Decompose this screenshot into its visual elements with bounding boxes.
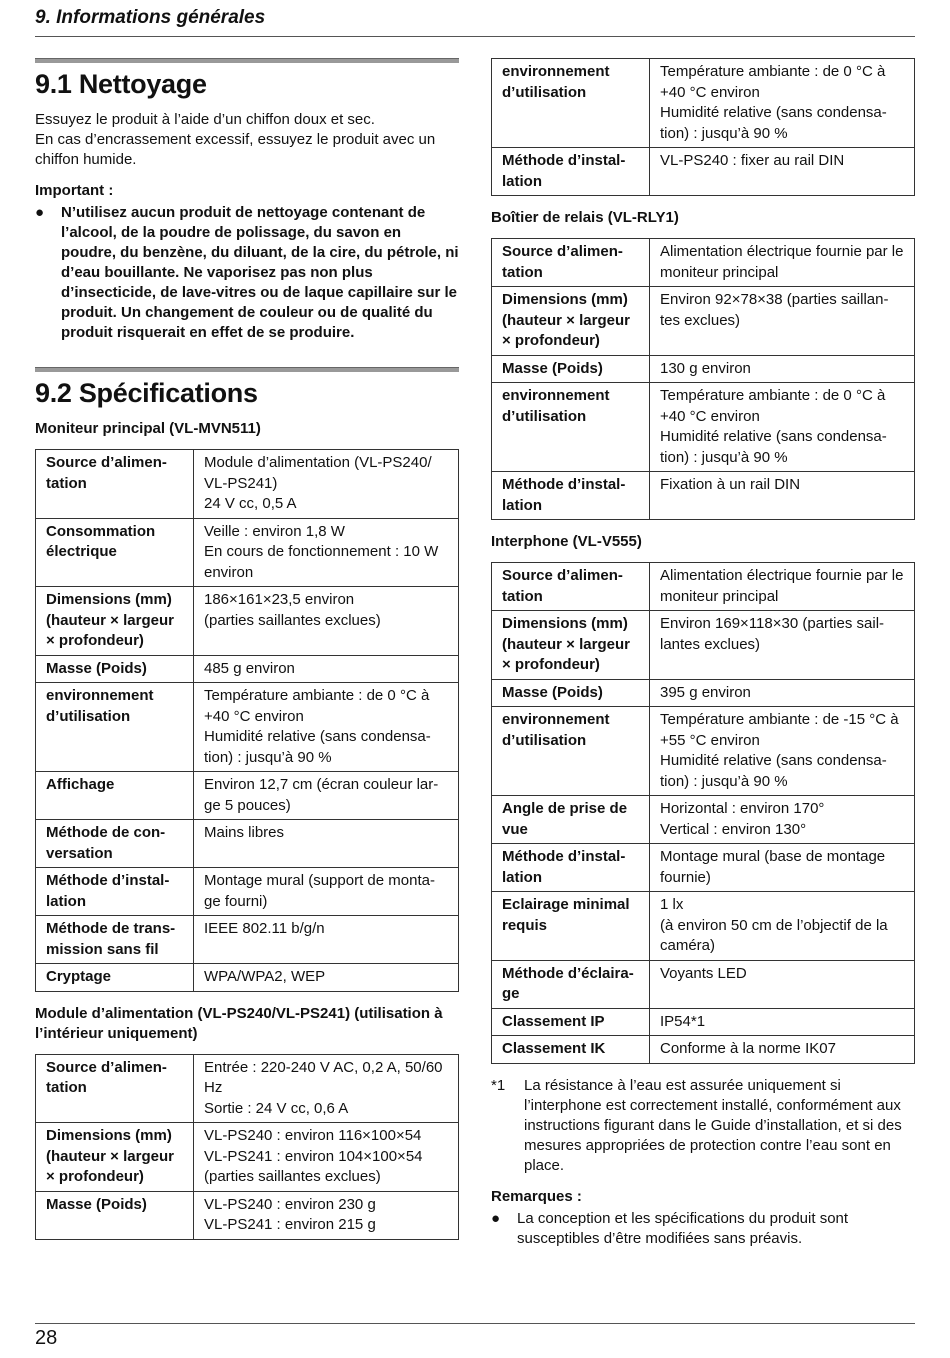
spec-value — [194, 964, 459, 992]
monitor-heading: Moniteur principal (VL-MVN511) — [35, 420, 261, 437]
spec-value-line: Humidité relative (sans condensa-tion) : jusqu’à 90 % — [204, 728, 431, 766]
spec-value-line: Température ambiante : de 0 °C à +40 °C environ — [204, 687, 430, 725]
remarks-bullet — [491, 1209, 915, 1249]
left-column — [35, 58, 459, 1240]
spec-key: Source d’alimen-tation — [492, 563, 650, 611]
spec-value-line: Alimentation électrique fournie par le moniteur principal — [660, 243, 904, 281]
spec-key: environnement d’utilisation — [36, 683, 194, 772]
spec-value-line: Environ 12,7 cm (écran couleur lar-ge 5 pouces) — [204, 776, 439, 814]
spec-value-line: VL-PS241 : environ 104×100×54 — [204, 1147, 423, 1165]
spec-value — [650, 611, 915, 680]
power-module-spec-table — [35, 1054, 459, 1240]
spec-value — [650, 960, 915, 1008]
specs-title: 9.2 Spécifications — [35, 378, 258, 408]
relay-spec-table — [491, 238, 915, 520]
spec-value — [650, 796, 915, 844]
spec-value-line: Conforme à la norme IK07 — [660, 1040, 836, 1057]
spec-key: Source d’alimen-tation — [492, 239, 650, 287]
spec-value-line: Humidité relative (sans condensa-tion) : jusqu’à 90 % — [660, 104, 887, 142]
spec-row — [36, 683, 459, 772]
spec-value-line: IP54*1 — [660, 1012, 706, 1030]
spec-row — [492, 148, 915, 196]
spec-key: Eclairage minimal requis — [492, 892, 650, 961]
spec-key: Méthode d’instal-lation — [36, 868, 194, 916]
spec-value-line: VL-PS241 : environ 215 g — [204, 1216, 376, 1233]
spec-value — [650, 844, 915, 892]
spec-value — [650, 355, 915, 383]
spec-value — [650, 563, 915, 611]
spec-row — [492, 960, 915, 1008]
spec-value-line: 186×161×23,5 environ — [204, 591, 355, 608]
spec-value-line: Horizontal : environ 170° — [660, 800, 825, 817]
spec-value-line: IEEE 802.11 b/g/n — [204, 920, 325, 937]
spec-row — [492, 707, 915, 796]
spec-value-line: Entrée : 220-240 V AC, 0,2 A, 50/60 Hz — [204, 1058, 443, 1096]
spec-value — [650, 148, 915, 196]
section-rule — [35, 367, 459, 372]
spec-key: Masse (Poids) — [36, 1191, 194, 1239]
spec-value-line: WPA/WPA2, WEP — [204, 968, 326, 985]
spec-value-line: Montage mural (support de monta-ge fourni) — [204, 872, 435, 910]
spec-key: environnement d’utilisation — [492, 707, 650, 796]
footer-divider — [35, 1323, 915, 1324]
power-module-spec-table-continued — [491, 58, 915, 196]
spec-value — [194, 772, 459, 820]
spec-value-line: 395 g environ — [660, 683, 751, 701]
spec-row — [492, 355, 915, 383]
spec-row — [492, 844, 915, 892]
spec-value-line: (parties saillantes exclues) — [204, 611, 381, 629]
spec-value — [650, 472, 915, 520]
spec-row — [492, 472, 915, 520]
spec-value — [650, 1008, 915, 1036]
spec-row — [36, 820, 459, 868]
spec-key: Méthode d’éclaira-ge — [492, 960, 650, 1008]
spec-row — [36, 868, 459, 916]
spec-value-line: Température ambiante : de 0 °C à +40 °C environ — [660, 387, 886, 425]
spec-value — [650, 239, 915, 287]
spec-key: environnement d’utilisation — [492, 383, 650, 472]
spec-row — [36, 1123, 459, 1192]
spec-row — [492, 1008, 915, 1036]
spec-value — [194, 868, 459, 916]
spec-value — [650, 59, 915, 148]
spec-value — [650, 892, 915, 961]
spec-value — [194, 518, 459, 587]
footnote-mark: *1 — [491, 1076, 506, 1094]
monitor-spec-table — [35, 449, 459, 992]
spec-value-line: Veille : environ 1,8 W — [204, 522, 345, 540]
spec-key: Méthode d’instal-lation — [492, 844, 650, 892]
cleaning-line-1: Essuyez le produit à l’aide d’un chiffon doux et sec. — [35, 111, 375, 128]
spec-key: Cryptage — [36, 964, 194, 992]
spec-row — [492, 1036, 915, 1064]
spec-value-line: Température ambiante : de 0 °C à +40 °C environ — [660, 63, 886, 101]
spec-value-line: Environ 92×78×38 (parties saillan-tes exclues) — [660, 291, 889, 329]
spec-key: Consommation électrique — [36, 518, 194, 587]
spec-row — [492, 239, 915, 287]
intercom-heading: Interphone (VL-V555) — [491, 533, 642, 550]
spec-value — [650, 679, 915, 707]
spec-value — [194, 655, 459, 683]
spec-row — [492, 796, 915, 844]
power-module-heading: Module d’alimentation (VL-PS240/VL-PS241) (utilisation à l’intérieur uniquement) — [35, 1004, 443, 1042]
spec-value-line: Température ambiante : de -15 °C à +55 °C environ — [660, 711, 899, 749]
spec-key: Masse (Poids) — [36, 655, 194, 683]
intercom-spec-table — [491, 562, 915, 1064]
remarks-text: La conception et les spécifications du produit sont susceptibles d’être modifiées sans préavis. — [517, 1209, 849, 1247]
spec-value — [650, 383, 915, 472]
spec-key: Classement IP — [492, 1008, 650, 1036]
important-bullet — [35, 203, 459, 343]
spec-value-line: 130 g environ — [660, 359, 751, 377]
spec-row — [492, 892, 915, 961]
spec-key: Angle de prise de vue — [492, 796, 650, 844]
spec-key: Méthode de trans-mission sans fil — [36, 916, 194, 964]
remarks-label: Remarques : — [491, 1187, 582, 1205]
spec-value-line: Montage mural (base de montage fournie) — [660, 848, 886, 886]
spec-key: Source d’alimen-tation — [36, 450, 194, 519]
spec-row — [36, 772, 459, 820]
spec-value — [194, 916, 459, 964]
important-text: N’utilisez aucun produit de nettoyage contenant de l’alcool, de la poudre de polissage, du savon en poudre, du benzène, du diluant, de la cire, du pétrole, ni d’eau bouillante. Ne vaporisez pas non plus d’insecticide, de lave-vitres ou de laque capillaire sur le produit. Un changement de couleur ou de qualité du produit risquerait en effet de se produire. — [61, 204, 459, 341]
spec-value — [650, 287, 915, 356]
spec-value-line: VL-PS240 : environ 116×100×54 — [204, 1127, 422, 1144]
spec-value-line: 1 lx — [660, 896, 684, 913]
spec-row — [492, 287, 915, 356]
spec-row — [492, 563, 915, 611]
spec-value — [194, 1123, 459, 1192]
spec-value — [650, 707, 915, 796]
spec-value-line: Module d’alimentation (VL-PS240/ VL-PS241) — [204, 454, 432, 492]
spec-value — [650, 1036, 915, 1064]
spec-key: Dimensions (mm) (hauteur × largeur × profondeur) — [36, 587, 194, 656]
bullet-icon: ● — [491, 1209, 501, 1227]
spec-value — [194, 1054, 459, 1123]
spec-value — [194, 683, 459, 772]
footnote-text: La résistance à l’eau est assurée uniquement si l’interphone est correctement installé, conformément aux instructions figurant dans le Guide d’installation, et si des mesures appropriées de protection contre l’eau sont en place. — [524, 1076, 902, 1174]
spec-value-line: Sortie : 24 V cc, 0,6 A — [204, 1099, 349, 1117]
section-header: 9. Informations générales — [35, 7, 266, 28]
spec-value — [194, 820, 459, 868]
spec-value — [194, 1191, 459, 1239]
spec-key: Dimensions (mm) (hauteur × largeur × profondeur) — [492, 287, 650, 356]
spec-value-line: Humidité relative (sans condensa-tion) : jusqu’à 90 % — [660, 428, 887, 466]
section-rule — [35, 58, 459, 63]
spec-value-line: Mains libres — [204, 824, 285, 841]
spec-row — [36, 587, 459, 656]
spec-value — [194, 450, 459, 519]
spec-key: Méthode de con-versation — [36, 820, 194, 868]
spec-key: Dimensions (mm) (hauteur × largeur × profondeur) — [492, 611, 650, 680]
spec-row — [492, 383, 915, 472]
spec-key: Source d’alimen-tation — [36, 1054, 194, 1123]
spec-row — [36, 916, 459, 964]
spec-value-line: Fixation à un rail DIN — [660, 476, 801, 493]
bullet-icon: ● — [35, 204, 45, 221]
spec-value-line: 485 g environ — [204, 659, 295, 677]
spec-value-line: En cours de fonctionnement : 10 W environ — [204, 543, 439, 581]
spec-value-line: 24 V cc, 0,5 A — [204, 495, 297, 512]
spec-row — [36, 1054, 459, 1123]
cleaning-line-2: En cas d’encrassement excessif, essuyez le produit avec un chiffon humide. — [35, 131, 436, 168]
spec-row — [36, 450, 459, 519]
footnote — [491, 1076, 915, 1176]
spec-row — [492, 679, 915, 707]
spec-key: Classement IK — [492, 1036, 650, 1064]
relay-heading: Boîtier de relais (VL-RLY1) — [491, 209, 679, 226]
spec-row — [36, 655, 459, 683]
spec-value-line: VL-PS240 : environ 230 g — [204, 1195, 376, 1213]
spec-key: Masse (Poids) — [492, 679, 650, 707]
spec-value-line: (parties saillantes exclues) — [204, 1168, 381, 1185]
spec-value-line: Environ 169×118×30 (parties sail-lantes exclues) — [660, 615, 885, 653]
cleaning-title: 9.1 Nettoyage — [35, 69, 207, 99]
header-divider — [35, 36, 915, 37]
spec-key: environnement d’utilisation — [492, 59, 650, 148]
page-number: 28 — [35, 1327, 58, 1349]
spec-value-line: VL-PS240 : fixer au rail DIN — [660, 152, 845, 169]
spec-key: Affichage — [36, 772, 194, 820]
spec-value-line: Voyants LED — [660, 964, 747, 982]
right-column — [491, 58, 915, 1249]
spec-value-line: Vertical : environ 130° — [660, 820, 807, 838]
spec-key: Méthode d’instal-lation — [492, 148, 650, 196]
spec-row — [492, 59, 915, 148]
spec-key: Méthode d’instal-lation — [492, 472, 650, 520]
spec-key: Masse (Poids) — [492, 355, 650, 383]
spec-row — [36, 964, 459, 992]
spec-row — [36, 1191, 459, 1239]
spec-row — [36, 518, 459, 587]
spec-key: Dimensions (mm) (hauteur × largeur × profondeur) — [36, 1123, 194, 1192]
spec-value-line: Alimentation électrique fournie par le moniteur principal — [660, 567, 904, 605]
spec-value-line: Humidité relative (sans condensa-tion) : jusqu’à 90 % — [660, 752, 887, 790]
important-label: Important : — [35, 182, 114, 199]
spec-value-line: (à environ 50 cm de l’objectif de la caméra) — [660, 916, 888, 954]
spec-row — [492, 611, 915, 680]
spec-value — [194, 587, 459, 656]
